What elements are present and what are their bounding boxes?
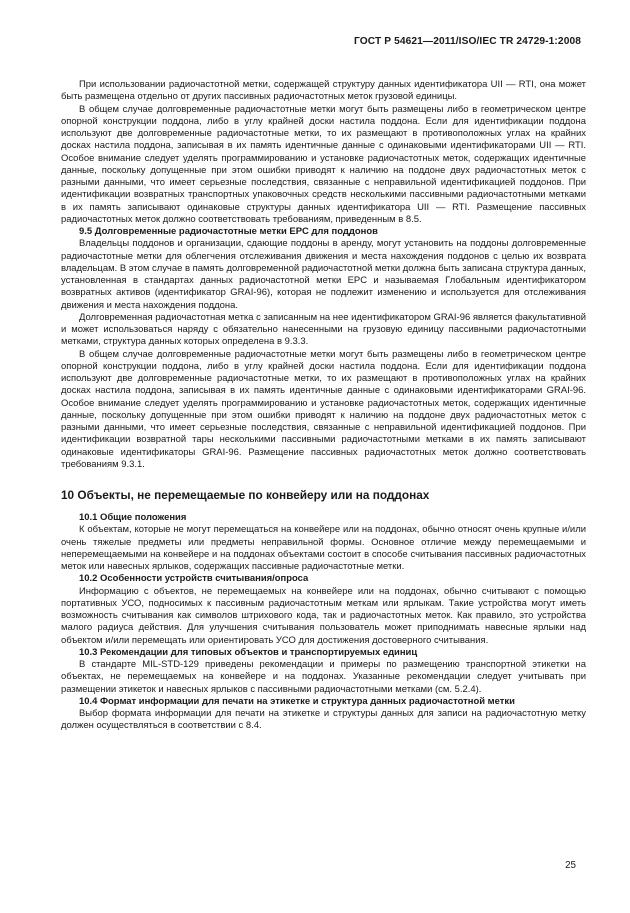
paragraph: Информацию с объектов, не перемещаемых на конвейере или на поддонах, обычно считывают с помощью портативных УСО, подносимых к пассивным радиочастотным меткам или ярлыкам. Такие устройства могут иметь возможность считывания как символов штрихового кода, так и радиочастотных меток. Как правило, это устройства малого радиуса действия. Для улучшения считывания пользователь может приподнимать навесные ярлыки над объектом и/или перемещать или ориентировать УСО для достижения достоверного считывания.	[61, 585, 586, 646]
paragraph: В стандарте MIL-STD-129 приведены рекомендации и примеры по размещению транспортной этикетки на объектах, не перемещаемых на конвейере и на поддонах. Указанные рекомендации следует учитывать при размещении этикеток и навесных ярлыков с пассивными радиочастотными метками (см. 5.2.4).	[61, 659, 586, 695]
page-number: 25	[565, 860, 576, 871]
paragraph: Выбор формата информации для печати на этикетке и структуры данных для записи на радиочастотную метку должен осуществляться в соответствии с 8.4.	[61, 708, 586, 732]
document-body	[61, 79, 586, 733]
paragraph: В общем случае долговременные радиочастотные метки могут быть размещены либо в геометрическом центре опорной конструкции поддона, либо в углу крайней доски настила поддона. Если для идентификации поддона используют две долговременные радиочастотные метки, то их размещают в противоположных углах на крайних досках настила поддона, записывая в их память идентичные данные с одинаковыми идентификаторами UII — RTI. Особое внимание следует уделять программированию и установке радиочастотных меток, содержащих идентичные данные, поскольку допущенные при этом ошибки приводят к наличию на поддоне двух радиочастотных меток с разными данными, что имеет серьезные последствия, связанные с неправильной идентификацией поддонов. При идентификации возвратных транспортных упаковочных средств несколькими пассивными радиочастотными метками в их память записывают одинаковые структуры данных идентификатора UII — RTI. Размещение пассивных радиочастотных меток должно соответствовать требованиям, приведенным в 8.5.	[61, 103, 586, 225]
section-heading: 10.1 Общие положения	[79, 512, 187, 523]
paragraph: При использовании радиочастотной метки, содержащей структуру данных идентификатора UII — RTI, она может быть размещена отдельно от других пассивных радиочастотных меток грузовой единицы.	[61, 79, 586, 103]
chapter-heading: 10 Объекты, не перемещаемые по конвейеру или на поддонах	[61, 488, 430, 502]
document-header: ГОСТ Р 54621—2011/ISO/IEC TR 24729-1:2008	[354, 36, 581, 47]
paragraph: Владельцы поддонов и организации, сдающие поддоны в аренду, могут установить на поддоны долговременные радиочастотные метки для облегчения отслеживания движения и места нахождения поддонов с целью их возврата владельцам. В этом случае в память долговременной радиочастотной метки должна быть записана структура данных, установленная в стандартах данных радиочастотной метки EPC и называемая Глобальным идентификатором возвратных активов (идентификатор GRAI-96), которая не подлежит изменению и используется для отслеживания движения и места нахождения поддона.	[61, 238, 586, 311]
section-heading: 10.2 Особенности устройств считывания/опроса	[79, 573, 309, 585]
section-heading: 10.4 Формат информации для печати на этикетке и структура данных радиочастотной метки	[79, 695, 515, 707]
paragraph: В общем случае долговременные радиочастотные метки могут быть размещены либо в геометрическом центре опорной конструкции поддона, либо в углу крайней доски настила поддона. Если для идентификации поддона используют две долговременные радиочастотные метки, то их размещают в противоположных углах на крайних досках настила поддона, записывая в их память идентичные данные с одинаковыми идентификаторами GRAI-96. Особое внимание следует уделять программированию и установке радиочастотных меток, содержащих идентичные данные, поскольку допущенные при этом ошибки приводят к наличию на поддоне двух радиочастотных меток с разными данными, что имеет серьезные последствия, связанные с неправильной идентификацией поддонов. При идентификации возвратной тары несколькими пассивными радиочастотными метками в их память записывают одинаковые идентификаторы GRAI-96. Размещение пассивных радиочастотных меток должно соответствовать требованиям 9.3.1.	[61, 348, 586, 470]
section-heading: 9.5 Долговременные радиочастотные метки EPC для поддонов	[79, 226, 378, 237]
paragraph: К объектам, которые не могут перемещаться на конвейере или на поддонах, обычно относят очень крупные и/или очень тяжелые предметы или предметы неправильной формы. Основное отличие между перемещаемыми и неперемещаемыми на конвейере и на поддонах объектами состоит в способе считывания пассивных радиочастотных меток или навесных ярлыков, содержащих пассивные радиочастотные метки.	[61, 524, 586, 572]
paragraph: Долговременная радиочастотная метка с записанным на нее идентификатором GRAI-96 является факультативной и может использоваться наряду с обязательно нанесенными на грузовую единицу пассивными радиочастотными метками, структура данных которых определена в 9.3.3.	[61, 311, 586, 348]
section-heading: 10.3 Рекомендации для типовых объектов и транспортируемых единиц	[79, 646, 418, 658]
